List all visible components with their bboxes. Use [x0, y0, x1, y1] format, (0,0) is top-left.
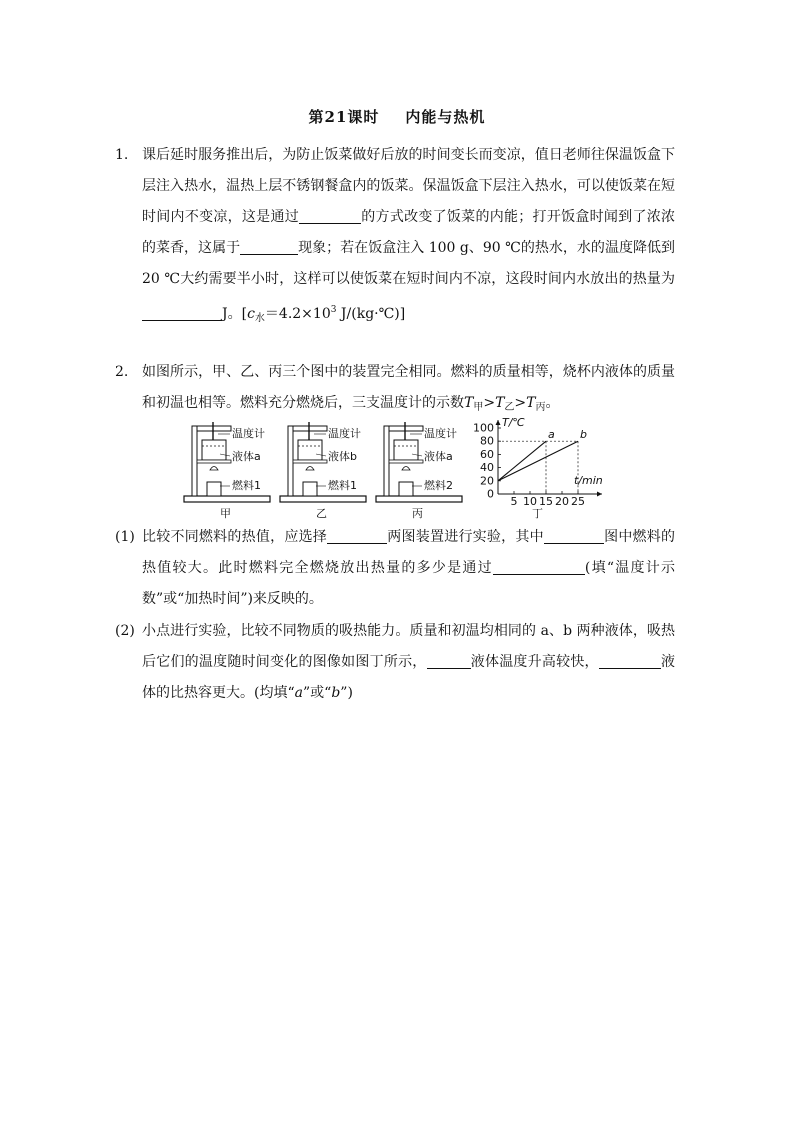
temperature-time-graph	[473, 418, 603, 520]
liquid-label: 液体a	[424, 450, 453, 463]
question-text: J/(kg·℃)]	[336, 306, 406, 322]
x-tick-label: 10	[523, 495, 537, 508]
subquestion-number: (2)	[115, 623, 135, 639]
answer-blank[interactable]	[299, 207, 361, 224]
stand-base	[280, 496, 366, 502]
flame	[402, 467, 410, 471]
y-axis-label: T/℃	[502, 418, 525, 429]
question-text: 两图装置进行实验，其中	[387, 529, 544, 545]
apparatus-bing	[376, 422, 462, 520]
greater-sign: >	[514, 395, 527, 411]
series-label-a: a	[548, 428, 555, 442]
question-text: 的方式改变了饭菜的内能；打开饭盒时闻到了浓浓的菜香，这属于	[142, 209, 675, 256]
symbol-T: T	[495, 395, 505, 411]
question-text: ”)	[340, 685, 353, 701]
question-text: 课后延时服务推出后，为防止饭菜做好后放的时间变长而变凉，值日老师往保温饭盒下层注入热水，温热上层不锈钢餐盒内的饭菜。保温饭盒下层注入热水，可以使饭菜在短时间内不变凉，这是通过	[142, 147, 675, 225]
figure-caption-ding: 丁	[532, 507, 543, 520]
ring-support	[389, 460, 423, 463]
stand-rod	[384, 426, 389, 496]
experiment-figure	[180, 418, 610, 520]
subquestion-number: (1)	[115, 529, 135, 545]
greater-sign: >	[483, 395, 496, 411]
question-2	[115, 357, 675, 423]
beaker	[202, 440, 226, 460]
answer-blank[interactable]	[493, 558, 585, 575]
question-text: ”或“	[302, 685, 332, 701]
answer-blank[interactable]	[427, 652, 471, 669]
figure-caption-bing: 丙	[412, 507, 423, 520]
question-1	[115, 140, 675, 334]
flame	[306, 467, 314, 471]
x-tick-label: 25	[571, 495, 585, 508]
subscript: 水	[254, 313, 265, 324]
page-title	[0, 106, 794, 127]
stand-base	[184, 496, 270, 502]
question-text: 液体的比热容更大。(均填“	[142, 654, 676, 701]
answer-blank[interactable]	[142, 304, 222, 321]
x-axis-label: t/min	[574, 474, 603, 487]
subquestion-body	[142, 616, 675, 709]
question-text: 小点进行实验，比较不同物质的吸热能力。质量和初温均相同的 a、b 两种液体，吸热后它们的温度随时间变化的图像如图丁所示，	[142, 623, 675, 670]
flame	[210, 467, 218, 471]
stand-base	[376, 496, 462, 502]
answer-blank[interactable]	[599, 652, 661, 669]
figure-caption-yi: 乙	[316, 507, 327, 520]
y-tick-label: 60	[480, 447, 494, 461]
y-tick-label: 20	[480, 474, 494, 488]
fuel-burner	[207, 482, 221, 496]
symbol-T: T	[464, 395, 474, 411]
question-text: 如图所示，甲、乙、丙三个图中的装置完全相同。燃料的质量相等，烧杯内液体的质量和初温也相等。燃料充分燃烧后，三支温度计的示数	[142, 364, 675, 411]
question-body	[142, 140, 675, 334]
superscript: 3	[330, 305, 337, 315]
question-text: 比较不同燃料的热值，应选择	[142, 529, 328, 545]
beaker	[394, 440, 418, 460]
apparatus-yi	[280, 422, 366, 520]
question-text: ＝4.2×10	[264, 306, 331, 322]
question-text: 。	[545, 395, 560, 411]
subquestion-body	[142, 522, 675, 615]
question-body	[142, 357, 675, 423]
x-tick-label: 20	[555, 495, 569, 508]
fuel-label: 燃料1	[328, 479, 357, 492]
subscript: 乙	[504, 402, 515, 413]
thermometer-label: 温度计	[424, 427, 457, 440]
question-text: 液体温度升高较快，	[470, 654, 599, 670]
y-tick-label: 80	[480, 434, 494, 448]
clamp	[389, 426, 423, 431]
subscript: 甲	[473, 402, 484, 413]
clamp	[197, 426, 231, 431]
liquid-label: 液体b	[328, 450, 357, 463]
fuel-label: 燃料2	[424, 479, 453, 492]
thermometer-label: 温度计	[232, 427, 265, 440]
subscript: 丙	[535, 402, 546, 413]
y-tick-label: 0	[487, 487, 494, 501]
fuel-burner	[303, 482, 317, 496]
clamp	[293, 426, 327, 431]
lesson-number: 第21课时	[308, 108, 380, 126]
question-2-part-2	[115, 616, 675, 709]
y-axis-arrow	[496, 420, 501, 425]
x-tick-label: 5	[510, 495, 518, 508]
ring-support	[197, 460, 231, 463]
option-a: a	[294, 685, 303, 701]
fuel-label: 燃料1	[232, 479, 261, 492]
thermometer-label: 温度计	[328, 427, 361, 440]
apparatus-jia	[184, 422, 270, 520]
question-number: 2.	[115, 364, 129, 380]
x-axis-arrow	[597, 492, 602, 497]
y-tick-label: 100	[473, 421, 494, 435]
beaker	[298, 440, 322, 460]
question-number: 1.	[115, 147, 129, 163]
question-text: J。[	[222, 306, 248, 322]
answer-blank[interactable]	[544, 527, 604, 544]
question-2-part-1	[115, 522, 675, 615]
ring-support	[293, 460, 327, 463]
y-tick-label: 40	[480, 461, 494, 475]
x-tick-label: 15	[539, 495, 553, 508]
symbol-T: T	[526, 395, 536, 411]
option-b: b	[331, 685, 341, 701]
series-label-b: b	[580, 428, 587, 442]
symbol-c: c	[247, 306, 255, 322]
answer-blank[interactable]	[327, 527, 387, 544]
fuel-burner	[399, 482, 413, 496]
lesson-topic: 内能与热机	[405, 108, 486, 126]
figure-caption-jia: 甲	[220, 507, 231, 520]
question-text: 现象；若在饭盒注入 100 g、90 ℃的热水，水的温度降低到 20 ℃大约需要半小时，这样可以使饭菜在短时间内不凉，这段时间内水放出的热量为	[142, 240, 675, 287]
question-text: (填“温度计示数”或“加热时间”)来反映的。	[142, 560, 676, 607]
stand-rod	[288, 426, 293, 496]
question-text: 图中燃料的热值较大。此时燃料完全燃烧放出热量的多少是通过	[142, 529, 676, 576]
liquid-label: 液体a	[232, 450, 261, 463]
answer-blank[interactable]	[240, 238, 298, 255]
stand-rod	[192, 426, 197, 496]
